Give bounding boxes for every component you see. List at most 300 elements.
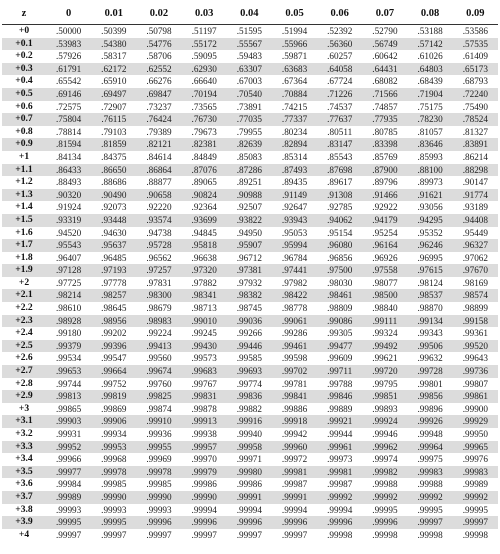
probability-cell: .94845 [191,227,217,238]
probability-cell: .99996 [327,517,353,528]
probability-cell: .62172 [101,63,127,74]
probability-cell: .98169 [462,277,488,288]
probability-cell: .92073 [101,202,127,213]
probability-cell: .86864 [146,164,172,175]
probability-cell: .65910 [101,76,127,87]
probability-cell: .99988 [372,479,398,490]
probability-cell: .99245 [191,328,217,339]
probability-cell: .99286 [281,328,308,339]
z-value-label: +1.5 [15,213,33,225]
probability-cell: .91466 [372,189,398,200]
probability-cell: .99324 [372,328,398,339]
probability-cell: .99819 [101,391,127,402]
probability-cell: .99968 [101,454,127,465]
probability-cell: .99929 [462,416,488,427]
probability-cell: .69497 [101,88,127,99]
probability-cell: .89796 [372,177,398,188]
probability-cell: .98809 [327,303,353,314]
probability-cell: .99997 [417,517,443,528]
z-value-label: +2 [18,276,30,288]
probability-cell: .99609 [327,353,353,364]
probability-cell: .86650 [101,164,127,175]
table-row [2,176,498,189]
probability-cell: .68439 [417,76,443,87]
z-value-label: +0.2 [15,50,33,62]
probability-cell: .98870 [417,303,443,314]
probability-cell: .80785 [372,126,398,137]
probability-cell: .92647 [281,202,308,213]
column-header: 0.06 [317,4,362,25]
probability-cell: .91308 [327,189,353,200]
probability-cell: .99910 [146,416,172,427]
table-row [2,164,498,177]
probability-cell: .99997 [236,529,262,540]
z-value-label: +3.2 [15,428,33,439]
probability-cell: .99202 [101,328,127,339]
probability-cell: .54380 [101,38,127,49]
probability-cell: .99995 [372,504,398,515]
probability-cell: .99061 [281,315,308,326]
probability-cell: .91774 [462,189,488,200]
probability-cell: .86214 [462,151,488,162]
table-row [2,415,498,428]
probability-cell: .97128 [55,265,82,276]
probability-cell: .99990 [191,491,217,502]
table-row [2,390,498,403]
column-header: 0.08 [408,4,453,25]
probability-cell: .99010 [191,315,217,326]
probability-cell: .99926 [417,416,443,427]
probability-cell: .85314 [281,151,308,162]
z-value-label: +0.3 [15,62,33,74]
probability-cell: .78524 [462,114,488,125]
column-header: 0.04 [227,4,272,25]
probability-cell: .95352 [417,227,443,238]
probability-cell: .58706 [146,51,172,62]
probability-cell: .99683 [191,366,217,377]
probability-cell: .99993 [101,504,127,515]
probability-cell: .99900 [462,403,488,414]
probability-cell: .85083 [236,151,262,162]
probability-cell: .94950 [236,227,262,238]
probability-cell: .88100 [417,164,443,175]
probability-cell: .93699 [191,214,217,225]
probability-cell: .99774 [236,378,262,389]
probability-cell: .76730 [191,114,217,125]
column-header: 0.03 [182,4,227,25]
probability-cell: .99960 [281,441,308,452]
probability-cell: .98341 [191,290,217,301]
table-row [2,138,498,151]
probability-cell: .95994 [281,240,308,251]
probability-cell: .99992 [372,491,398,502]
probability-cell: .57142 [417,38,443,49]
probability-cell: .50798 [146,26,172,36]
probability-cell: .82121 [146,139,172,150]
probability-cell: .83147 [327,139,353,150]
z-value-label: +0.1 [15,37,33,49]
probability-cell: .99998 [417,529,443,540]
table-row [2,38,498,51]
probability-cell: .82639 [236,139,262,150]
probability-cell: .82894 [281,139,308,150]
probability-cell: .91149 [282,189,307,200]
probability-cell: .99520 [462,340,488,351]
probability-cell: .99975 [417,454,443,465]
probability-cell: .99921 [327,416,353,427]
column-header: 0.01 [91,4,136,25]
probability-cell: .99997 [191,529,217,540]
table-row [2,189,498,202]
probability-cell: .99966 [55,454,82,465]
probability-cell: .77337 [281,114,308,125]
probability-cell: .84614 [146,151,172,162]
probability-cell: .99965 [462,441,488,452]
z-table-document [2,4,498,541]
probability-cell: .99889 [327,403,353,414]
probability-cell: .99702 [281,366,308,377]
probability-cell: .52392 [327,26,353,36]
probability-cell: .90490 [101,189,127,200]
probability-cell: .55966 [281,38,308,49]
probability-cell: .99621 [372,353,398,364]
probability-cell: .99946 [372,429,398,439]
probability-cell: .99991 [236,491,262,502]
probability-cell: .77035 [236,114,262,125]
probability-cell: .98077 [372,277,398,288]
z-value-label: +0.8 [15,125,33,137]
probability-cell: .94295 [417,214,443,225]
probability-cell: .51197 [191,26,217,36]
probability-cell: .71226 [327,88,353,99]
probability-cell: .99996 [146,517,172,528]
probability-cell: .56749 [372,38,398,49]
z-value-label: +1.8 [15,251,33,263]
probability-cell: .88686 [101,177,127,188]
probability-cell: .99983 [462,466,488,477]
probability-cell: .64431 [372,63,398,74]
probability-cell: .57535 [462,38,488,49]
probability-cell: .99995 [101,517,127,528]
probability-cell: .99836 [236,391,262,402]
z-value-label: +0 [18,25,30,36]
table-row [2,529,498,542]
table-body [2,25,498,542]
probability-cell: .99795 [372,378,398,389]
table-row [2,239,498,252]
probability-cell: .99674 [146,366,172,377]
probability-cell: .99978 [146,466,172,477]
probability-cell: .99998 [462,529,488,540]
probability-cell: .97257 [146,265,172,276]
probability-cell: .98214 [55,290,82,301]
probability-cell: .78814 [55,126,82,137]
probability-cell: .99693 [236,366,262,377]
probability-cell: .99924 [372,416,398,427]
z-value-label: +0.7 [15,113,33,125]
probability-cell: .98610 [55,303,82,314]
probability-cell: .99998 [372,529,398,540]
table-row [2,428,498,441]
probability-cell: .97778 [101,277,127,288]
probability-cell: .98713 [191,303,217,314]
probability-cell: .53586 [462,26,488,36]
probability-cell: .94520 [55,227,82,238]
table-row [2,63,498,76]
z-value-label: +3.6 [15,478,33,490]
table-row [2,113,498,126]
probability-cell: .62930 [191,63,217,74]
probability-cell: .81057 [417,126,443,137]
probability-cell: .92220 [146,202,172,213]
probability-cell: .99851 [372,391,398,402]
probability-cell: .88877 [146,177,172,188]
z-value-label: +2.8 [15,377,33,389]
table-row [2,75,498,88]
probability-cell: .99944 [327,429,353,439]
probability-cell: .98679 [146,303,172,314]
probability-cell: .67364 [281,76,308,87]
probability-cell: .99760 [146,378,172,389]
probability-cell: .99980 [236,466,262,477]
probability-cell: .99974 [372,454,398,465]
probability-cell: .99985 [146,479,172,490]
probability-cell: .99986 [236,479,262,490]
z-value-label: +3.3 [15,440,33,452]
probability-cell: .90147 [462,177,488,188]
probability-cell: .79389 [146,126,172,137]
probability-cell: .95728 [146,240,172,251]
probability-cell: .51595 [236,26,262,36]
probability-cell: .99948 [417,429,443,439]
probability-cell: .85993 [417,151,443,162]
probability-cell: .68793 [462,76,488,87]
probability-cell: .99950 [462,429,488,439]
probability-cell: .99788 [327,378,353,389]
probability-cell: .98745 [236,303,262,314]
probability-cell: .99653 [55,366,82,377]
probability-cell: .96407 [55,252,82,263]
probability-cell: .64058 [327,63,353,74]
probability-cell: .96164 [372,240,398,251]
probability-cell: .93822 [236,214,262,225]
probability-cell: .59871 [281,51,308,62]
column-header: 0.05 [272,4,317,25]
probability-cell: .95053 [281,227,308,238]
probability-cell: .62552 [146,63,172,74]
probability-cell: .98300 [146,290,172,301]
probability-cell: .99430 [191,340,217,351]
probability-cell: .76115 [101,114,127,125]
probability-cell: .70540 [236,88,262,99]
probability-cell: .99992 [417,491,443,502]
probability-cell: .53188 [417,26,443,36]
table-row [2,50,498,63]
probability-cell: .99958 [236,441,262,452]
probability-cell: .88298 [462,164,488,175]
probability-cell: .96995 [417,252,443,263]
probability-cell: .99446 [236,340,262,351]
probability-cell: .99664 [101,366,127,377]
probability-cell: .97831 [146,277,172,288]
probability-cell: .98899 [462,303,488,314]
probability-cell: .99767 [191,378,217,389]
probability-cell: .92785 [327,202,353,213]
probability-cell: .96926 [372,252,398,263]
probability-cell: .97381 [236,265,262,276]
probability-cell: .87900 [372,164,398,175]
probability-cell: .89617 [327,177,353,188]
probability-cell: .55172 [191,38,217,49]
probability-cell: .99343 [417,328,443,339]
table-row [2,101,498,114]
table-row [2,302,498,315]
probability-cell: .99997 [281,529,308,540]
probability-cell: .99992 [327,491,353,502]
probability-cell: .99158 [462,315,488,326]
probability-cell: .99982 [372,466,398,477]
probability-cell: .99865 [55,403,82,414]
table-row [2,327,498,340]
table-row [2,264,498,277]
probability-cell: .99878 [191,403,217,414]
z-value-label: +2.4 [15,327,33,339]
probability-cell: .74537 [327,101,353,112]
probability-cell: .99180 [55,328,82,339]
probability-cell: .63683 [281,63,308,74]
probability-cell: .99224 [146,328,172,339]
probability-cell: .99992 [462,491,488,502]
probability-cell: .99720 [372,366,398,377]
probability-cell: .61026 [417,51,443,62]
probability-cell: .80234 [281,126,308,137]
probability-cell: .99972 [281,454,308,465]
probability-cell: .83646 [417,139,443,150]
probability-cell: .97062 [462,252,488,263]
probability-cell: .99931 [55,429,82,439]
probability-cell: .72575 [55,101,82,112]
table-row [2,516,498,529]
probability-cell: .98257 [101,290,127,301]
probability-cell: .73565 [191,101,217,112]
probability-cell: .96856 [327,252,353,263]
probability-cell: .67724 [327,76,353,87]
probability-cell: .90824 [191,189,217,200]
z-value-label: +3 [18,402,30,414]
probability-cell: .72240 [462,88,488,99]
probability-cell: .89251 [236,177,262,188]
probability-cell: .98778 [281,303,308,314]
probability-cell: .99986 [191,479,217,490]
probability-cell: .64803 [417,63,443,74]
probability-cell: .99916 [236,416,262,427]
probability-cell: .81327 [462,126,488,137]
probability-cell: .99981 [281,466,308,477]
z-value-label: +1.1 [15,163,33,175]
probability-cell: .82381 [191,139,217,150]
probability-cell: .99134 [417,315,443,326]
probability-cell: .99961 [327,441,353,452]
table-row [2,491,498,504]
probability-cell: .97882 [191,277,217,288]
probability-cell: .95254 [372,227,398,238]
z-value-label: +2.5 [15,339,33,351]
probability-cell: .99985 [101,479,127,490]
probability-cell: .98983 [146,315,172,326]
probability-cell: .66640 [191,76,217,87]
probability-cell: .79673 [191,126,217,137]
probability-cell: .99996 [281,517,308,528]
probability-cell: .76424 [146,114,172,125]
probability-cell: .56360 [327,38,353,49]
probability-cell: .99988 [417,479,443,490]
probability-cell: .99989 [462,479,488,490]
probability-cell: .67003 [236,76,262,87]
probability-cell: .99994 [327,504,353,515]
probability-cell: .99413 [146,340,172,351]
probability-cell: .96327 [462,240,488,251]
table-row [2,365,498,378]
probability-cell: .92364 [191,202,217,213]
probability-cell: .93574 [146,214,172,225]
probability-cell: .99856 [417,391,443,402]
probability-cell: .99971 [236,454,262,465]
probability-cell: .93189 [462,202,488,213]
probability-cell: .99998 [327,529,353,540]
probability-cell: .99962 [372,441,398,452]
z-value-label: +3.5 [15,465,33,477]
z-value-label: +3.1 [15,415,33,427]
probability-cell: .99973 [327,454,353,465]
probability-cell: .93056 [417,202,443,213]
probability-cell: .98382 [236,290,262,301]
table-row [2,352,498,365]
z-column-header: z [2,4,46,25]
probability-cell: .99831 [191,391,217,402]
probability-cell: .97615 [417,265,443,276]
probability-cell: .99573 [191,353,217,364]
probability-cell: .61409 [462,51,488,62]
probability-cell: .99893 [372,403,398,414]
probability-cell: .99781 [281,378,308,389]
table-row [2,504,498,517]
column-header: 0.02 [136,4,181,25]
probability-cell: .75175 [417,101,443,112]
probability-cell: .96712 [236,252,262,263]
probability-cell: .99994 [191,504,217,515]
table-row [2,378,498,391]
probability-cell: .91621 [417,189,443,200]
z-value-label: +3.8 [15,503,33,515]
probability-cell: .99598 [281,353,308,364]
probability-cell: .91924 [55,202,82,213]
probability-cell: .98461 [327,290,353,301]
probability-cell: .99957 [191,441,217,452]
probability-cell: .99396 [101,340,127,351]
probability-cell: .53983 [55,38,82,49]
probability-cell: .95154 [327,227,353,238]
probability-cell: .61791 [55,63,82,74]
probability-cell: .66276 [146,76,172,87]
probability-cell: .70884 [281,88,308,99]
probability-cell: .99752 [101,378,127,389]
probability-cell: .60642 [372,51,398,62]
z-value-label: +3.7 [15,490,33,502]
probability-cell: .99841 [281,391,308,402]
probability-cell: .75490 [462,101,488,112]
probability-cell: .93448 [101,214,127,225]
probability-cell: .59095 [191,51,217,62]
